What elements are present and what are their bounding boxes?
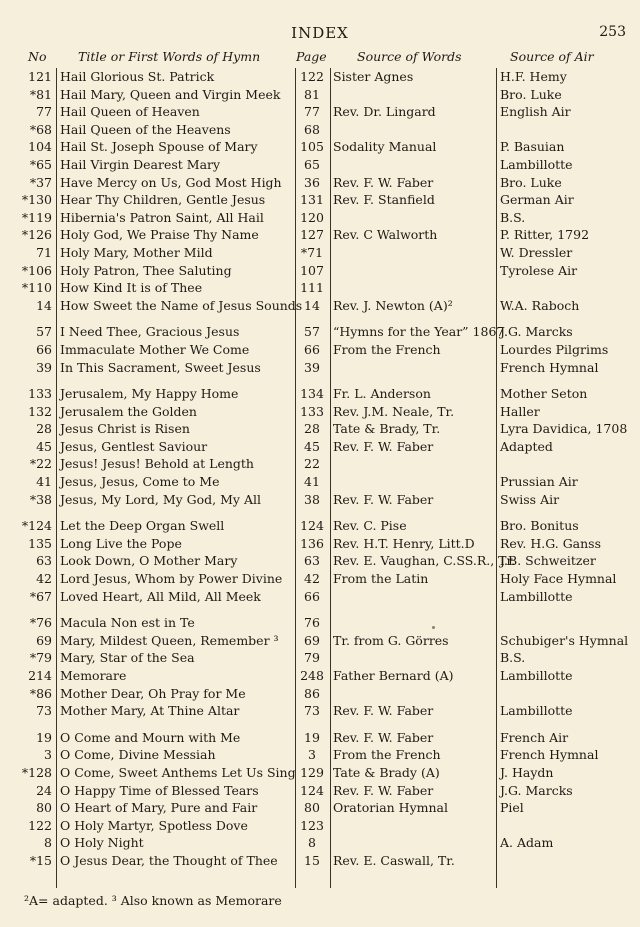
page-title: INDEX bbox=[291, 24, 349, 42]
table-row bbox=[0, 517, 640, 535]
cell-no: *86 bbox=[29, 685, 52, 701]
cell-page: 14 bbox=[304, 297, 320, 313]
cell-page: 3 bbox=[308, 747, 316, 763]
cell-title: Jerusalem the Golden bbox=[60, 403, 197, 419]
table-row bbox=[0, 632, 640, 650]
cell-no: *126 bbox=[21, 227, 52, 243]
cell-page: 45 bbox=[304, 438, 320, 454]
table-row bbox=[0, 473, 640, 491]
cell-no: *22 bbox=[29, 456, 52, 472]
cell-page: 129 bbox=[300, 764, 324, 780]
cell-air: W. Dressler bbox=[500, 244, 573, 260]
cell-page: 80 bbox=[304, 800, 320, 816]
table-row bbox=[0, 438, 640, 456]
cell-no: 42 bbox=[36, 571, 52, 587]
table-row bbox=[0, 209, 640, 227]
table-row bbox=[0, 323, 640, 341]
cell-page: 248 bbox=[300, 668, 324, 683]
cell-page: 66 bbox=[304, 588, 320, 604]
cell-page: 65 bbox=[304, 156, 320, 172]
cell-no: 69 bbox=[36, 632, 52, 648]
table-row bbox=[0, 552, 640, 570]
cell-page: 36 bbox=[304, 174, 320, 190]
page-header bbox=[0, 22, 640, 44]
cell-page: 131 bbox=[300, 192, 324, 208]
cell-title: Have Mercy on Us, God Most High bbox=[60, 174, 282, 190]
table-row bbox=[0, 279, 640, 297]
cell-title: Jerusalem, My Happy Home bbox=[60, 386, 239, 402]
cell-no: *110 bbox=[21, 280, 52, 296]
cell-no: 135 bbox=[28, 535, 52, 551]
cell-no: 63 bbox=[36, 553, 52, 569]
table-row bbox=[0, 297, 640, 315]
cell-no: *15 bbox=[29, 852, 52, 868]
cell-words: Sister Agnes bbox=[333, 69, 414, 84]
table-row bbox=[0, 68, 640, 86]
cell-air: Bro. Bonitus bbox=[500, 518, 579, 534]
table-row bbox=[0, 614, 640, 632]
cell-words: Rev. F. W. Faber bbox=[333, 491, 434, 507]
cell-air: Rev. H.G. Ganss bbox=[500, 535, 602, 551]
cell-no: 45 bbox=[36, 438, 52, 454]
table-row bbox=[0, 262, 640, 280]
cell-page: 19 bbox=[304, 729, 320, 745]
table-row bbox=[0, 103, 640, 121]
cell-title: Macula Non est in Te bbox=[60, 615, 195, 631]
cell-title: O Heart of Mary, Pure and Fair bbox=[60, 800, 258, 816]
cell-words: Rev. F. W. Faber bbox=[333, 174, 434, 190]
cell-words: Rev. C Walworth bbox=[333, 227, 438, 243]
cell-no: 3 bbox=[44, 747, 52, 763]
cell-no: 133 bbox=[28, 386, 52, 402]
cell-title: Hail Queen of Heaven bbox=[60, 104, 200, 120]
cell-page: 41 bbox=[304, 474, 320, 490]
header-words: Source of Words bbox=[357, 49, 462, 64]
cell-air: Tyrolese Air bbox=[500, 262, 578, 278]
cell-no: 57 bbox=[36, 324, 52, 340]
table-row bbox=[0, 535, 640, 553]
cell-title: Long Live the Pope bbox=[60, 535, 182, 551]
cell-no: 214 bbox=[28, 668, 52, 683]
cell-air: Lourdes Pilgrims bbox=[500, 341, 609, 357]
table-row bbox=[0, 420, 640, 438]
cell-air: Lambillotte bbox=[500, 703, 573, 719]
table-row bbox=[0, 191, 640, 209]
cell-no: *106 bbox=[21, 262, 52, 278]
table-row bbox=[0, 174, 640, 192]
cell-air: B.S. bbox=[500, 650, 526, 666]
cell-air: English Air bbox=[500, 104, 571, 120]
cell-words: From the French bbox=[333, 341, 441, 357]
cell-page: 8 bbox=[308, 835, 316, 851]
cell-air: Bro. Luke bbox=[500, 86, 562, 102]
cell-no: *37 bbox=[29, 174, 52, 190]
cell-words: Rev. J.M. Neale, Tr. bbox=[333, 403, 455, 419]
cell-air: Prussian Air bbox=[500, 474, 578, 490]
page-number: 253 bbox=[599, 24, 626, 40]
cell-no: 73 bbox=[36, 703, 52, 719]
cell-no: *76 bbox=[29, 615, 52, 631]
table-row bbox=[0, 455, 640, 473]
cell-title: Hail Mary, Queen and Virgin Meek bbox=[60, 86, 281, 102]
table-row bbox=[0, 86, 640, 104]
cell-page: 79 bbox=[304, 650, 320, 666]
table-row bbox=[0, 491, 640, 509]
cell-title: O Happy Time of Blessed Tears bbox=[60, 782, 259, 798]
cell-page: 66 bbox=[304, 341, 320, 357]
cell-title: Mother Dear, Oh Pray for Me bbox=[60, 685, 246, 701]
cell-words: Rev. F. W. Faber bbox=[333, 782, 434, 798]
cell-air: W.A. Raboch bbox=[500, 297, 580, 313]
cell-air: A. Adam bbox=[500, 835, 554, 851]
cell-title: Let the Deep Organ Swell bbox=[60, 518, 225, 534]
cell-title: Hibernia's Patron Saint, All Hail bbox=[60, 209, 264, 225]
cell-air: Lambillotte bbox=[500, 588, 573, 604]
cell-words: Rev. Dr. Lingard bbox=[333, 104, 436, 120]
cell-words: Rev. F. W. Faber bbox=[333, 703, 434, 719]
cell-no: *67 bbox=[29, 588, 52, 604]
cell-page: *71 bbox=[300, 244, 324, 260]
cell-title: How Sweet the Name of Jesus Sounds bbox=[60, 297, 303, 313]
cell-no: *128 bbox=[21, 764, 52, 780]
cell-air: French Air bbox=[500, 729, 569, 745]
cell-no: 122 bbox=[28, 817, 52, 833]
cell-air: P. Basuian bbox=[500, 139, 565, 155]
cell-page: 42 bbox=[304, 571, 320, 587]
cell-title: Jesus, Jesus, Come to Me bbox=[60, 474, 220, 490]
cell-title: Holy God, We Praise Thy Name bbox=[60, 227, 259, 243]
cell-page: 136 bbox=[300, 535, 324, 551]
cell-words: Rev. H.T. Henry, Litt.D bbox=[333, 535, 475, 551]
group-spacer bbox=[0, 720, 640, 729]
cell-page: 123 bbox=[300, 817, 324, 833]
cell-words: Sodality Manual bbox=[333, 139, 437, 155]
cell-no: *124 bbox=[21, 518, 52, 534]
cell-no: 28 bbox=[36, 421, 52, 437]
table-row bbox=[0, 799, 640, 817]
cell-no: *68 bbox=[29, 121, 52, 137]
header-page: Page bbox=[296, 49, 327, 64]
cell-title: Memorare bbox=[60, 668, 127, 683]
cell-no: *119 bbox=[21, 209, 52, 225]
cell-title: Jesus! Jesus! Behold at Length bbox=[60, 456, 254, 472]
cell-air: Lyra Davidica, 1708 bbox=[500, 421, 628, 437]
cell-page: 133 bbox=[300, 403, 324, 419]
table-row bbox=[0, 702, 640, 720]
cell-title: Mary, Star of the Sea bbox=[60, 650, 195, 666]
cell-air: J.G. Marcks bbox=[500, 324, 573, 340]
cell-title: Jesus Christ is Risen bbox=[60, 421, 190, 437]
cell-words: Rev. C. Pise bbox=[333, 518, 407, 534]
cell-title: Jesus, My Lord, My God, My All bbox=[60, 491, 261, 507]
group-spacer bbox=[0, 605, 640, 614]
cell-title: Hail St. Joseph Spouse of Mary bbox=[60, 139, 258, 155]
cell-page: 38 bbox=[304, 491, 320, 507]
cell-title: Hail Glorious St. Patrick bbox=[60, 69, 215, 84]
cell-page: 86 bbox=[304, 685, 320, 701]
cell-air: J. Haydn bbox=[500, 764, 554, 780]
table-row bbox=[0, 226, 640, 244]
cell-air: French Hymnal bbox=[500, 747, 599, 763]
cell-page: 39 bbox=[304, 359, 320, 375]
cell-page: 57 bbox=[304, 324, 320, 340]
cell-air: Holy Face Hymnal bbox=[500, 571, 617, 587]
cell-words: Tate & Brady, Tr. bbox=[333, 421, 441, 437]
cell-title: Loved Heart, All Mild, All Meek bbox=[60, 588, 261, 604]
table-row bbox=[0, 667, 640, 685]
cell-title: I Need Thee, Gracious Jesus bbox=[60, 324, 240, 340]
table-row bbox=[0, 385, 640, 403]
cell-title: Mother Mary, At Thine Altar bbox=[60, 703, 240, 719]
cell-no: 41 bbox=[36, 474, 52, 490]
cell-air: H.F. Hemy bbox=[500, 69, 567, 84]
cell-air: P. Ritter, 1792 bbox=[500, 227, 590, 243]
cell-air: J.G. Marcks bbox=[500, 782, 573, 798]
cell-air: Haller bbox=[500, 403, 540, 419]
table-row bbox=[0, 649, 640, 667]
cell-air: Bro. Luke bbox=[500, 174, 562, 190]
cell-no: 71 bbox=[36, 244, 52, 260]
cell-title: Hail Queen of the Heavens bbox=[60, 121, 231, 137]
cell-air: Swiss Air bbox=[500, 491, 560, 507]
cell-page: 73 bbox=[304, 703, 320, 719]
cell-no: 80 bbox=[36, 800, 52, 816]
table-row bbox=[0, 138, 640, 156]
group-spacer bbox=[0, 376, 640, 385]
cell-title: O Holy Martyr, Spotless Dove bbox=[60, 817, 248, 833]
cell-no: 24 bbox=[36, 782, 52, 798]
cell-page: 122 bbox=[300, 69, 324, 84]
cell-page: 124 bbox=[300, 782, 324, 798]
cell-page: 124 bbox=[300, 518, 324, 534]
table-row bbox=[0, 359, 640, 377]
cell-air: Piel bbox=[500, 800, 524, 816]
cell-air: Lambillotte bbox=[500, 156, 573, 172]
cell-page: 76 bbox=[304, 615, 320, 631]
table-row bbox=[0, 341, 640, 359]
cell-title: Immaculate Mother We Come bbox=[60, 341, 250, 357]
cell-words: Tr. from G. Görres bbox=[333, 632, 449, 648]
index-table bbox=[0, 68, 640, 870]
footnote: ²A= adapted. ³ Also known as Memorare bbox=[24, 893, 282, 908]
cell-words: Oratorian Hymnal bbox=[333, 800, 448, 816]
header-air: Source of Air bbox=[510, 49, 594, 64]
cell-no: 66 bbox=[36, 341, 52, 357]
cell-title: O Jesus Dear, the Thought of Thee bbox=[60, 852, 278, 868]
cell-title: O Come, Divine Messiah bbox=[60, 747, 216, 763]
cell-title: O Come, Sweet Anthems Let Us Sing bbox=[60, 764, 296, 780]
cell-air: Schubiger's Hymnal bbox=[500, 632, 629, 648]
cell-page: 127 bbox=[300, 227, 324, 243]
table-row bbox=[0, 746, 640, 764]
cell-words: Fr. L. Anderson bbox=[333, 386, 431, 402]
header-no: No bbox=[28, 49, 47, 64]
group-spacer bbox=[0, 314, 640, 323]
cell-words: From the French bbox=[333, 747, 441, 763]
cell-page: 22 bbox=[304, 456, 320, 472]
cell-air: French Hymnal bbox=[500, 359, 599, 375]
cell-no: 19 bbox=[36, 729, 52, 745]
cell-no: 39 bbox=[36, 359, 52, 375]
cell-no: 8 bbox=[44, 835, 52, 851]
cell-words: Rev. E. Caswall, Tr. bbox=[333, 852, 455, 868]
table-row bbox=[0, 782, 640, 800]
cell-air: J.B. Schweitzer bbox=[500, 553, 596, 569]
cell-title: Hear Thy Children, Gentle Jesus bbox=[60, 192, 266, 208]
cell-no: 77 bbox=[36, 104, 52, 120]
cell-air: German Air bbox=[500, 192, 574, 208]
table-row bbox=[0, 834, 640, 852]
cell-page: 28 bbox=[304, 421, 320, 437]
cell-title: Mary, Mildest Queen, Remember ³ bbox=[60, 632, 279, 648]
cell-title: Jesus, Gentlest Saviour bbox=[60, 438, 208, 454]
table-row bbox=[0, 817, 640, 835]
cell-no: *38 bbox=[29, 491, 52, 507]
cell-words: Rev. E. Vaughan, C.SS.R., Tr. bbox=[333, 553, 516, 569]
table-row bbox=[0, 685, 640, 703]
cell-title: In This Sacrament, Sweet Jesus bbox=[60, 359, 261, 375]
table-row bbox=[0, 121, 640, 139]
cell-title: Holy Patron, Thee Saluting bbox=[60, 262, 232, 278]
table-row bbox=[0, 588, 640, 606]
cell-title: How Kind It is of Thee bbox=[60, 280, 203, 296]
cell-words: Rev. F. W. Faber bbox=[333, 729, 434, 745]
cell-no: *81 bbox=[29, 86, 52, 102]
cell-no: 132 bbox=[28, 403, 52, 419]
cell-page: 69 bbox=[304, 632, 320, 648]
table-row bbox=[0, 764, 640, 782]
cell-no: *79 bbox=[29, 650, 52, 666]
cell-no: 14 bbox=[36, 297, 52, 313]
group-spacer bbox=[0, 508, 640, 517]
table-row bbox=[0, 729, 640, 747]
cell-page: 111 bbox=[300, 280, 324, 296]
table-row bbox=[0, 156, 640, 174]
cell-title: O Holy Night bbox=[60, 835, 144, 851]
cell-air: Mother Seton bbox=[500, 386, 588, 402]
cell-title: Hail Virgin Dearest Mary bbox=[60, 156, 221, 172]
table-row bbox=[0, 852, 640, 870]
cell-words: Rev. F. W. Faber bbox=[333, 438, 434, 454]
table-row bbox=[0, 570, 640, 588]
cell-page: 15 bbox=[304, 852, 320, 868]
cell-page: 81 bbox=[304, 86, 320, 102]
cell-page: 107 bbox=[300, 262, 324, 278]
cell-words: Rev. J. Newton (A)² bbox=[333, 297, 453, 313]
cell-page: 68 bbox=[304, 121, 320, 137]
table-row bbox=[0, 403, 640, 421]
cell-words: Rev. F. Stanfield bbox=[333, 192, 435, 208]
cell-page: 77 bbox=[304, 104, 320, 120]
cell-title: O Come and Mourn with Me bbox=[60, 729, 241, 745]
cell-words: Tate & Brady (A) bbox=[333, 764, 440, 780]
cell-page: 134 bbox=[300, 386, 324, 402]
cell-page: 105 bbox=[300, 139, 324, 155]
cell-no: *65 bbox=[29, 156, 52, 172]
cell-air: Adapted bbox=[500, 438, 553, 454]
cell-title: Holy Mary, Mother Mild bbox=[60, 244, 213, 260]
cell-words: Father Bernard (A) bbox=[333, 668, 454, 683]
cell-title: Look Down, O Mother Mary bbox=[60, 553, 238, 569]
ink-speck bbox=[432, 626, 435, 629]
cell-no: 121 bbox=[28, 69, 52, 84]
column-headers bbox=[0, 49, 640, 69]
cell-air: Lambillotte bbox=[500, 668, 573, 683]
cell-no: *130 bbox=[21, 192, 52, 208]
cell-page: 63 bbox=[304, 553, 320, 569]
cell-air: B.S. bbox=[500, 209, 526, 225]
cell-page: 120 bbox=[300, 209, 324, 225]
cell-words: From the Latin bbox=[333, 571, 429, 587]
cell-no: 104 bbox=[28, 139, 52, 155]
table-row bbox=[0, 244, 640, 262]
cell-words: “Hymns for the Year” 1867 bbox=[333, 324, 505, 340]
cell-title: Lord Jesus, Whom by Power Divine bbox=[60, 571, 283, 587]
header-title: Title or First Words of Hymn bbox=[78, 49, 261, 64]
